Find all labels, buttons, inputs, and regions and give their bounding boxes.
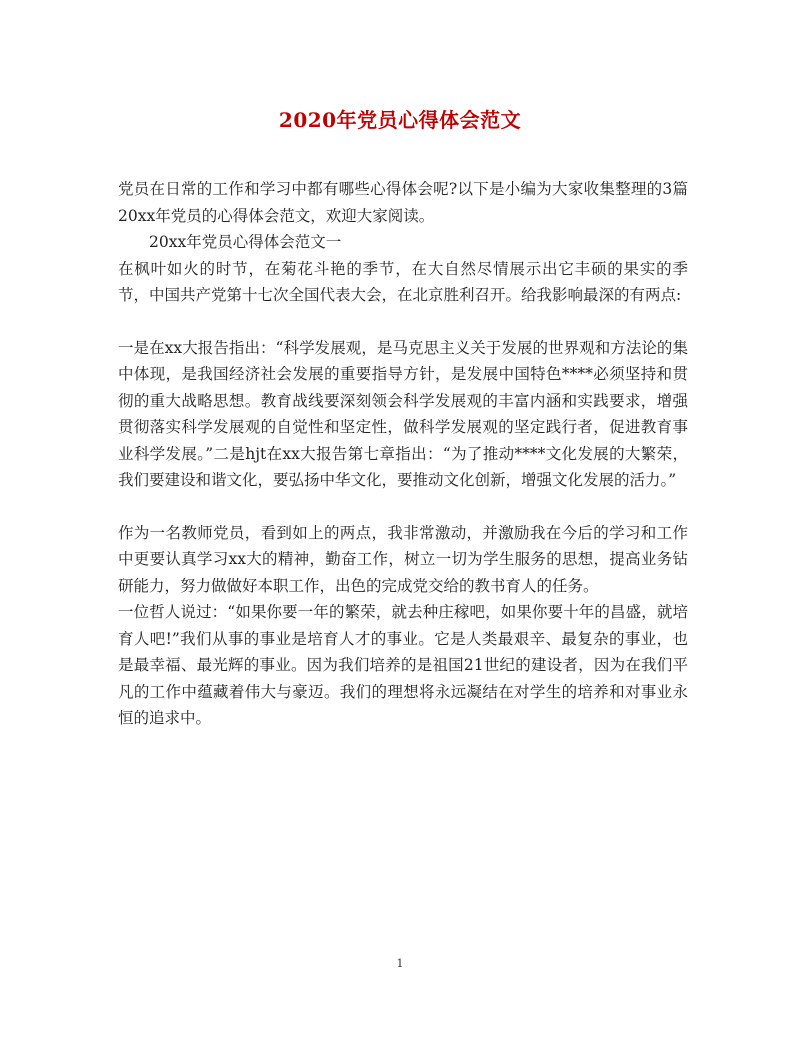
paragraph-spacer <box>118 494 688 520</box>
page-number: 1 <box>396 957 404 970</box>
intro-paragraph: 党员在日常的工作和学习中都有哪些心得体会呢?以下是小编为大家收集整理的3篇20xx年党员的心得体会范文，欢迎大家阅读。 <box>118 180 688 225</box>
paragraph-spacer <box>118 309 688 335</box>
body-paragraph-2: 一是在xx大报告指出：“科学发展观，是马克思主义关于发展的世界观和方法论的集中体现，是我国经济社会发展的重要指导方针，是发展中国特色****必须坚持和贯彻的重大战略思想。教育战线要深刻领会科学发展观的丰富内涵和实践要求，增强贯彻落实科学发展观的自觉性和坚定性，做科学发展观的坚定践行者，促进教育事业科学发展。”二是hjt在xx大报告第七章指出：“为了推动****文化发展的大繁荣，我们要建设和谐文化，要弘扬中华文化，要推动文化创新，增强文化发展的活力。” <box>118 338 688 489</box>
body-paragraph-4: 一位哲人说过：“如果你要一年的繁荣，就去种庄稼吧，如果你要十年的昌盛，就培育人吧!”我们从事的事业是培育人才的事业。它是人类最艰辛、最复杂的事业，也是最幸福、最光辉的事业。因为我们培养的是祖国21世纪的建设者，因为在我们平凡的工作中蕴藏着伟大与豪迈。我们的理想将永远凝结在对学生的培养和对事业永恒的追求中。 <box>118 603 688 727</box>
body-paragraph-3: 作为一名教师党员，看到如上的两点，我非常激动，并激励我在今后的学习和工作中更要认真学习xx大的精神，勤奋工作，树立一切为学生服务的思想，提高业务钻研能力，努力做做好本职工作，出色的完成党交给的教书育人的任务。 <box>118 523 688 595</box>
document-body <box>118 176 688 732</box>
document-title: 2020年党员心得体会范文 <box>278 108 522 132</box>
body-paragraph-1: 在枫叶如火的时节，在菊花斗艳的季节，在大自然尽情展示出它丰硕的果实的季节，中国共产党第十七次全国代表大会，在北京胜利召开。给我影响最深的有两点: <box>118 259 688 304</box>
section-heading: 20xx年党员心得体会范文一 <box>149 233 342 251</box>
